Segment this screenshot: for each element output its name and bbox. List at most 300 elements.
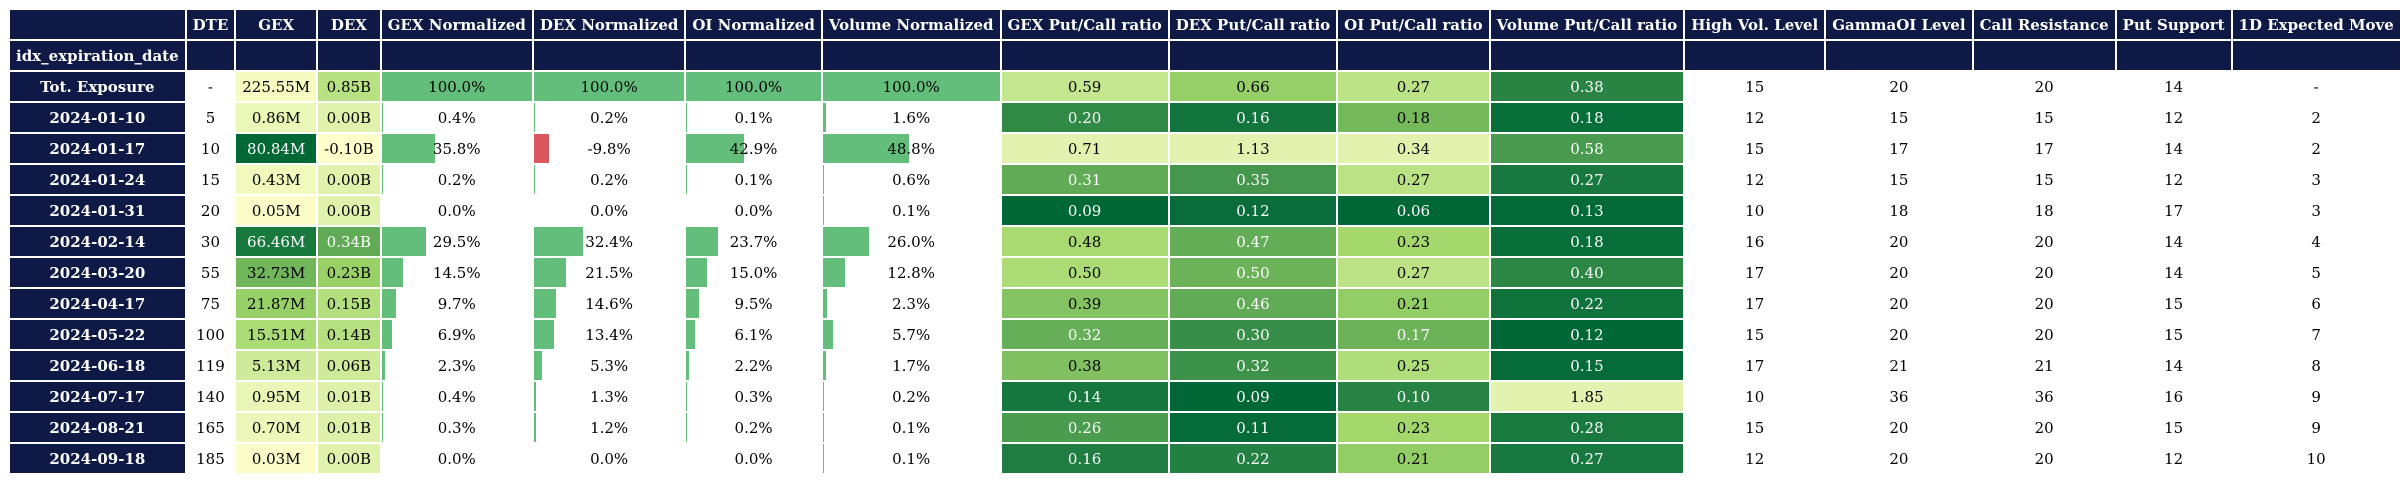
cell-oi-normalized	[686, 258, 820, 287]
cell-1d-expected-move: 6	[2233, 289, 2400, 318]
col-header-volume-put-call-ratio: Volume Put/Call ratio	[1491, 10, 1684, 39]
row-label: 2024-05-22	[10, 320, 185, 349]
cell-gex: 0.86M	[236, 103, 316, 132]
cell-dex-normalized	[534, 72, 684, 101]
cell-dex-put-call-ratio: 0.22	[1170, 444, 1336, 473]
normalized-bar	[686, 227, 718, 256]
cell-oi-put-call-ratio: 0.06	[1338, 196, 1488, 225]
subheader-blank	[2233, 41, 2400, 70]
subheader-blank	[1491, 41, 1684, 70]
bar-value-label: 0.6%	[892, 170, 931, 189]
index-name-header: idx_expiration_date	[10, 41, 185, 70]
cell-1d-expected-move: 4	[2233, 227, 2400, 256]
bar-value-label: -9.8%	[587, 139, 631, 158]
cell-gex-put-call-ratio: 0.48	[1002, 227, 1168, 256]
row-label: 2024-01-31	[10, 196, 185, 225]
subheader-blank	[1826, 41, 1971, 70]
bar-value-label: 48.8%	[887, 139, 935, 158]
cell-gex: 225.55M	[236, 72, 316, 101]
cell-high-vol-level: 10	[1685, 196, 1824, 225]
cell-high-vol-level: 16	[1685, 227, 1824, 256]
cell-gammaoi-level: 17	[1826, 134, 1971, 163]
normalized-bar	[686, 320, 694, 349]
bar-value-label: 0.0%	[437, 449, 476, 468]
bar-value-label: 5.7%	[892, 325, 931, 344]
bar-value-label: 0.2%	[437, 170, 476, 189]
row-label: 2024-04-17	[10, 289, 185, 318]
cell-dte: 100	[187, 320, 235, 349]
cell-volume-normalized	[823, 258, 1000, 287]
cell-dex-put-call-ratio: 0.66	[1170, 72, 1336, 101]
cell-put-support: 15	[2117, 413, 2231, 442]
bar-value-label: 21.5%	[585, 263, 633, 282]
cell-dte: 185	[187, 444, 235, 473]
corner-cell	[10, 10, 185, 39]
cell-oi-normalized	[686, 382, 820, 411]
normalized-bar	[823, 289, 827, 318]
normalized-bar	[823, 320, 833, 349]
subheader-blank	[1002, 41, 1168, 70]
cell-oi-put-call-ratio: 0.27	[1338, 72, 1488, 101]
cell-oi-put-call-ratio: 0.10	[1338, 382, 1488, 411]
bar-value-label: 42.9%	[729, 139, 778, 158]
cell-put-support: 14	[2117, 258, 2231, 287]
subheader-blank	[2117, 41, 2231, 70]
cell-volume-put-call-ratio: 0.18	[1491, 103, 1684, 132]
subheader-blank	[187, 41, 235, 70]
cell-call-resistance: 20	[1974, 444, 2115, 473]
cell-dex-put-call-ratio: 0.46	[1170, 289, 1336, 318]
col-header-high-vol-level: High Vol. Level	[1685, 10, 1824, 39]
cell-gammaoi-level: 20	[1826, 72, 1971, 101]
cell-volume-put-call-ratio: 0.27	[1491, 165, 1684, 194]
bar-value-label: 0.1%	[892, 418, 931, 437]
cell-oi-normalized	[686, 72, 820, 101]
cell-dex-normalized	[534, 103, 684, 132]
row-label: 2024-07-17	[10, 382, 185, 411]
cell-oi-put-call-ratio: 0.23	[1338, 227, 1488, 256]
cell-gex-normalized	[382, 289, 532, 318]
cell-put-support: 17	[2117, 196, 2231, 225]
cell-oi-normalized	[686, 103, 820, 132]
bar-value-label: 29.5%	[432, 232, 481, 251]
bar-value-label: 14.6%	[585, 294, 633, 313]
cell-gex-put-call-ratio: 0.16	[1002, 444, 1168, 473]
cell-gex: 0.43M	[236, 165, 316, 194]
normalized-bar	[534, 289, 556, 318]
cell-high-vol-level: 17	[1685, 351, 1824, 380]
cell-gammaoi-level: 15	[1826, 103, 1971, 132]
normalized-bar	[382, 103, 383, 132]
cell-oi-normalized	[686, 444, 820, 473]
cell-call-resistance: 36	[1974, 382, 2115, 411]
cell-volume-normalized	[823, 165, 1000, 194]
cell-gex-normalized	[382, 134, 532, 163]
table-row	[10, 72, 2400, 101]
cell-dex: 0.06B	[318, 351, 380, 380]
table-row	[10, 320, 2400, 349]
cell-volume-normalized	[823, 413, 1000, 442]
cell-oi-normalized	[686, 289, 820, 318]
bar-value-label: 0.1%	[892, 201, 931, 220]
cell-dte: 165	[187, 413, 235, 442]
cell-put-support: 16	[2117, 382, 2231, 411]
cell-1d-expected-move: 5	[2233, 258, 2400, 287]
table-row	[10, 227, 2400, 256]
cell-gex-put-call-ratio: 0.71	[1002, 134, 1168, 163]
cell-dex-normalized	[534, 258, 684, 287]
cell-volume-put-call-ratio: 0.18	[1491, 227, 1684, 256]
row-label: 2024-02-14	[10, 227, 185, 256]
normalized-bar	[534, 413, 536, 442]
col-header-gex-put-call-ratio: GEX Put/Call ratio	[1002, 10, 1168, 39]
cell-gammaoi-level: 20	[1826, 227, 1971, 256]
cell-dex-normalized	[534, 444, 684, 473]
cell-1d-expected-move: 9	[2233, 382, 2400, 411]
cell-gex-normalized	[382, 382, 532, 411]
normalized-bar	[382, 351, 385, 380]
cell-dex: 0.01B	[318, 413, 380, 442]
cell-call-resistance: 20	[1974, 227, 2115, 256]
table-row	[10, 351, 2400, 380]
cell-gex: 66.46M	[236, 227, 316, 256]
cell-put-support: 14	[2117, 227, 2231, 256]
cell-gex-normalized	[382, 258, 532, 287]
row-label: 2024-01-17	[10, 134, 185, 163]
cell-high-vol-level: 15	[1685, 413, 1824, 442]
col-header-dex-normalized: DEX Normalized	[534, 10, 684, 39]
bar-value-label: 0.4%	[437, 387, 476, 406]
bar-value-label: 0.4%	[437, 108, 476, 127]
cell-volume-put-call-ratio: 0.12	[1491, 320, 1684, 349]
cell-gex-normalized	[382, 351, 532, 380]
cell-volume-normalized	[823, 227, 1000, 256]
normalized-bar	[382, 227, 426, 256]
cell-1d-expected-move: -	[2233, 72, 2400, 101]
cell-gex: 0.03M	[236, 444, 316, 473]
cell-high-vol-level: 12	[1685, 165, 1824, 194]
bar-value-label: 9.7%	[437, 294, 476, 313]
bar-value-label: 100.0%	[724, 77, 783, 96]
table-row	[10, 258, 2400, 287]
cell-high-vol-level: 12	[1685, 444, 1824, 473]
cell-gex: 0.95M	[236, 382, 316, 411]
cell-dex: 0.01B	[318, 382, 380, 411]
normalized-bar	[534, 227, 583, 256]
cell-call-resistance: 21	[1974, 351, 2115, 380]
bar-value-label: 0.0%	[590, 201, 629, 220]
cell-gammaoi-level: 15	[1826, 165, 1971, 194]
cell-dte: -	[187, 72, 235, 101]
normalized-bar	[382, 134, 436, 163]
table-body	[10, 72, 2400, 473]
cell-high-vol-level: 15	[1685, 134, 1824, 163]
cell-dex-put-call-ratio: 0.30	[1170, 320, 1336, 349]
row-label: Tot. Exposure	[10, 72, 185, 101]
bar-value-label: 100.0%	[882, 77, 940, 96]
cell-dex: 0.00B	[318, 103, 380, 132]
bar-value-label: 32.4%	[585, 232, 633, 251]
cell-dex: 0.15B	[318, 289, 380, 318]
cell-oi-normalized	[686, 320, 820, 349]
cell-dex-put-call-ratio: 0.35	[1170, 165, 1336, 194]
cell-volume-put-call-ratio: 0.15	[1491, 351, 1684, 380]
normalized-bar	[382, 320, 392, 349]
cell-put-support: 15	[2117, 289, 2231, 318]
bar-value-label: 1.3%	[590, 387, 629, 406]
subheader-blank	[1974, 41, 2115, 70]
cell-volume-normalized	[823, 444, 1000, 473]
cell-gex-put-call-ratio: 0.31	[1002, 165, 1168, 194]
cell-1d-expected-move: 3	[2233, 196, 2400, 225]
cell-gex-normalized	[382, 72, 532, 101]
cell-dex: -0.10B	[318, 134, 380, 163]
cell-volume-normalized	[823, 351, 1000, 380]
cell-call-resistance: 20	[1974, 258, 2115, 287]
bar-value-label: 0.2%	[892, 387, 931, 406]
col-header-gammaoi-level: GammaOI Level	[1826, 10, 1971, 39]
cell-1d-expected-move: 9	[2233, 413, 2400, 442]
subheader-blank	[823, 41, 1000, 70]
cell-dex-put-call-ratio: 0.12	[1170, 196, 1336, 225]
cell-dex-normalized	[534, 413, 684, 442]
cell-high-vol-level: 17	[1685, 289, 1824, 318]
cell-gex: 80.84M	[236, 134, 316, 163]
normalized-bar	[534, 320, 554, 349]
bar-value-label: 23.7%	[729, 232, 778, 251]
cell-dex: 0.34B	[318, 227, 380, 256]
table-row	[10, 444, 2400, 473]
subheader-blank	[686, 41, 820, 70]
cell-oi-normalized	[686, 134, 820, 163]
normalized-bar	[534, 351, 542, 380]
cell-volume-put-call-ratio: 0.38	[1491, 72, 1684, 101]
cell-gex: 0.70M	[236, 413, 316, 442]
cell-dte: 55	[187, 258, 235, 287]
normalized-bar	[534, 134, 549, 163]
bar-value-label: 15.0%	[729, 263, 778, 282]
cell-dex: 0.14B	[318, 320, 380, 349]
table-row	[10, 103, 2400, 132]
cell-gex: 32.73M	[236, 258, 316, 287]
bar-value-label: 0.0%	[734, 201, 773, 220]
row-label: 2024-06-18	[10, 351, 185, 380]
bar-value-label: 0.2%	[590, 108, 629, 127]
cell-dex-put-call-ratio: 0.50	[1170, 258, 1336, 287]
cell-gex-put-call-ratio: 0.38	[1002, 351, 1168, 380]
cell-1d-expected-move: 10	[2233, 444, 2400, 473]
subheader-blank	[318, 41, 380, 70]
row-label: 2024-01-10	[10, 103, 185, 132]
cell-volume-put-call-ratio: 0.28	[1491, 413, 1684, 442]
cell-gex: 5.13M	[236, 351, 316, 380]
cell-dte: 30	[187, 227, 235, 256]
normalized-bar	[382, 289, 397, 318]
cell-gex-normalized	[382, 103, 532, 132]
bar-value-label: 5.3%	[590, 356, 629, 375]
cell-call-resistance: 15	[1974, 165, 2115, 194]
bar-value-label: 0.1%	[734, 108, 773, 127]
cell-oi-put-call-ratio: 0.21	[1338, 444, 1488, 473]
col-header-dex-put-call-ratio: DEX Put/Call ratio	[1170, 10, 1336, 39]
bar-value-label: 2.3%	[437, 356, 476, 375]
cell-oi-put-call-ratio: 0.25	[1338, 351, 1488, 380]
cell-call-resistance: 20	[1974, 289, 2115, 318]
normalized-bar	[823, 103, 826, 132]
exposure-table	[8, 8, 2402, 475]
col-header-oi-normalized: OI Normalized	[686, 10, 820, 39]
cell-oi-normalized	[686, 227, 820, 256]
cell-dex-put-call-ratio: 0.32	[1170, 351, 1336, 380]
cell-gex-normalized	[382, 227, 532, 256]
cell-dex-normalized	[534, 289, 684, 318]
cell-volume-put-call-ratio: 0.22	[1491, 289, 1684, 318]
bar-value-label: 6.1%	[734, 325, 773, 344]
subheader-blank	[382, 41, 532, 70]
row-label: 2024-09-18	[10, 444, 185, 473]
col-header-volume-normalized: Volume Normalized	[823, 10, 1000, 39]
row-label: 2024-01-24	[10, 165, 185, 194]
cell-dex-normalized	[534, 382, 684, 411]
cell-dex-put-call-ratio: 0.47	[1170, 227, 1336, 256]
cell-volume-normalized	[823, 103, 1000, 132]
cell-gammaoi-level: 21	[1826, 351, 1971, 380]
cell-oi-put-call-ratio: 0.27	[1338, 258, 1488, 287]
table-row	[10, 413, 2400, 442]
cell-dex-normalized	[534, 134, 684, 163]
cell-gex-put-call-ratio: 0.26	[1002, 413, 1168, 442]
cell-dex-normalized	[534, 320, 684, 349]
subheader-blank	[1685, 41, 1824, 70]
cell-gex-put-call-ratio: 0.39	[1002, 289, 1168, 318]
cell-call-resistance: 17	[1974, 134, 2115, 163]
cell-call-resistance: 15	[1974, 103, 2115, 132]
cell-high-vol-level: 15	[1685, 72, 1824, 101]
bar-value-label: 2.3%	[892, 294, 931, 313]
cell-volume-normalized	[823, 72, 1000, 101]
col-header-1d-expected-move: 1D Expected Move	[2233, 10, 2400, 39]
bar-value-label: 1.6%	[892, 108, 931, 127]
normalized-bar	[534, 258, 566, 287]
col-header-gex-normalized: GEX Normalized	[382, 10, 532, 39]
bar-value-label: 13.4%	[585, 325, 633, 344]
subheader-blank	[1338, 41, 1488, 70]
cell-oi-put-call-ratio: 0.18	[1338, 103, 1488, 132]
cell-gammaoi-level: 18	[1826, 196, 1971, 225]
cell-gex-normalized	[382, 196, 532, 225]
cell-volume-put-call-ratio: 1.85	[1491, 382, 1684, 411]
bar-value-label: 0.1%	[734, 170, 773, 189]
cell-gammaoi-level: 36	[1826, 382, 1971, 411]
cell-call-resistance: 20	[1974, 320, 2115, 349]
cell-dte: 140	[187, 382, 235, 411]
cell-dte: 15	[187, 165, 235, 194]
cell-gex-put-call-ratio: 0.20	[1002, 103, 1168, 132]
normalized-bar	[382, 258, 404, 287]
cell-gex-normalized	[382, 165, 532, 194]
subheader-blank	[1170, 41, 1336, 70]
cell-put-support: 14	[2117, 72, 2231, 101]
cell-high-vol-level: 12	[1685, 103, 1824, 132]
cell-gex-normalized	[382, 413, 532, 442]
cell-volume-put-call-ratio: 0.40	[1491, 258, 1684, 287]
col-header-dte: DTE	[187, 10, 235, 39]
cell-volume-put-call-ratio: 0.58	[1491, 134, 1684, 163]
bar-value-label: 14.5%	[432, 263, 481, 282]
cell-gex-normalized	[382, 444, 532, 473]
cell-oi-put-call-ratio: 0.27	[1338, 165, 1488, 194]
col-header-dex: DEX	[318, 10, 380, 39]
cell-dex-put-call-ratio: 0.16	[1170, 103, 1336, 132]
cell-gammaoi-level: 20	[1826, 258, 1971, 287]
bar-value-label: 35.8%	[432, 139, 481, 158]
normalized-bar	[686, 258, 706, 287]
bar-value-label: 0.0%	[590, 449, 629, 468]
normalized-bar	[686, 289, 699, 318]
cell-dte: 20	[187, 196, 235, 225]
cell-volume-normalized	[823, 289, 1000, 318]
table-row	[10, 165, 2400, 194]
cell-gex: 0.05M	[236, 196, 316, 225]
normalized-bar	[823, 165, 824, 194]
cell-oi-put-call-ratio: 0.23	[1338, 413, 1488, 442]
cell-oi-normalized	[686, 351, 820, 380]
col-header-call-resistance: Call Resistance	[1974, 10, 2115, 39]
col-header-put-support: Put Support	[2117, 10, 2231, 39]
cell-volume-put-call-ratio: 0.27	[1491, 444, 1684, 473]
bar-value-label: 0.3%	[734, 387, 773, 406]
cell-dex-put-call-ratio: 0.09	[1170, 382, 1336, 411]
cell-put-support: 15	[2117, 320, 2231, 349]
cell-1d-expected-move: 3	[2233, 165, 2400, 194]
table-row	[10, 382, 2400, 411]
bar-value-label: 0.2%	[734, 418, 773, 437]
cell-gex-put-call-ratio: 0.50	[1002, 258, 1168, 287]
normalized-bar	[823, 351, 826, 380]
cell-gammaoi-level: 20	[1826, 289, 1971, 318]
cell-dex: 0.00B	[318, 165, 380, 194]
bar-value-label: 12.8%	[887, 263, 935, 282]
bar-value-label: 9.5%	[734, 294, 773, 313]
cell-put-support: 14	[2117, 134, 2231, 163]
bar-value-label: 2.2%	[734, 356, 773, 375]
bar-value-label: 1.2%	[590, 418, 629, 437]
normalized-bar	[823, 258, 846, 287]
cell-high-vol-level: 17	[1685, 258, 1824, 287]
table-row	[10, 289, 2400, 318]
normalized-bar	[382, 382, 383, 411]
column-header-row	[10, 10, 2400, 39]
cell-dex: 0.85B	[318, 72, 380, 101]
cell-oi-put-call-ratio: 0.17	[1338, 320, 1488, 349]
cell-gex-put-call-ratio: 0.59	[1002, 72, 1168, 101]
subheader-blank	[236, 41, 316, 70]
cell-dex: 0.00B	[318, 444, 380, 473]
cell-volume-put-call-ratio: 0.13	[1491, 196, 1684, 225]
cell-gammaoi-level: 20	[1826, 413, 1971, 442]
bar-value-label: 0.2%	[590, 170, 629, 189]
cell-1d-expected-move: 2	[2233, 103, 2400, 132]
normalized-bar	[686, 351, 689, 380]
cell-call-resistance: 20	[1974, 413, 2115, 442]
cell-high-vol-level: 10	[1685, 382, 1824, 411]
cell-gex: 21.87M	[236, 289, 316, 318]
cell-gex-put-call-ratio: 0.32	[1002, 320, 1168, 349]
cell-gex-normalized	[382, 320, 532, 349]
cell-oi-put-call-ratio: 0.21	[1338, 289, 1488, 318]
cell-gammaoi-level: 20	[1826, 320, 1971, 349]
cell-call-resistance: 20	[1974, 72, 2115, 101]
